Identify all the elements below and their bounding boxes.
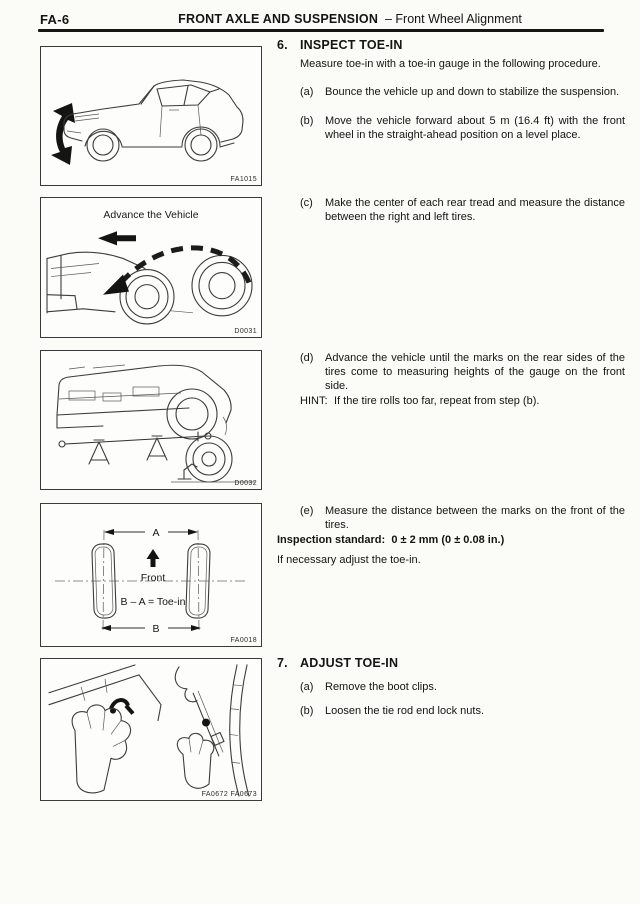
advance-arrow-icon [98, 231, 136, 245]
step-text: Bounce the vehicle up and down to stabilize the suspension. [325, 86, 620, 98]
step-7a [300, 680, 625, 694]
section-6-heading [277, 38, 602, 52]
roll-path-arrow-icon [121, 248, 249, 283]
section-7-title: ADJUST TOE-IN [300, 656, 399, 670]
step-6a [300, 85, 625, 99]
step-text: Loosen the tie rod end lock nuts. [325, 705, 484, 717]
step-text: Make the center of each rear tread and measure the distance between the right and left tires. [325, 197, 625, 223]
step-text: Advance the vehicle until the marks on the rear sides of the tires come to measuring heights of the gauge on the front side. [325, 352, 625, 392]
step-id: (a) [300, 86, 314, 98]
section-6-number: 6. [277, 38, 288, 52]
figure-label: D0031 [234, 328, 257, 335]
figure-caption: Advance the Vehicle [103, 209, 199, 221]
header-rule [38, 29, 604, 32]
figure-advance-vehicle [40, 197, 262, 338]
step-text: Move the vehicle forward about 5 m (16.4 ft) with the front wheel in the straight-ahead position on a level place. [325, 115, 625, 141]
toe-in-formula: B – A = Toe-in [120, 596, 186, 608]
figure-bounce-vehicle [40, 46, 262, 186]
step-text: Measure the distance between the marks on the front of the tires. [325, 505, 625, 531]
hint-row [300, 394, 625, 408]
front-arrow-icon [147, 549, 160, 567]
figure-measure-gauge [40, 350, 262, 490]
figure-label: FA1015 [230, 176, 257, 183]
section-6-intro: Measure toe-in with a toe-in gauge in the following procedure. [300, 58, 601, 70]
step-6c [300, 196, 625, 224]
toe-in-diagram [41, 504, 261, 646]
toe-gauge-illustration [41, 351, 261, 489]
inspection-standard [277, 533, 602, 547]
front-label: Front [140, 572, 166, 584]
dimension-a-label: A [152, 527, 160, 539]
hint-text: If the tire rolls too far, repeat from step (b). [334, 395, 540, 407]
step-6b [300, 114, 625, 142]
hint-label: HINT: [300, 395, 328, 407]
step-id: (b) [300, 705, 314, 717]
step-7b [300, 704, 625, 718]
step-id: (a) [300, 681, 314, 693]
inspection-standard-value: 0 ± 2 mm (0 ± 0.08 in.) [391, 534, 505, 546]
figure-adjust-hands [40, 658, 262, 801]
page-title-section: FRONT AXLE AND SUSPENSION [178, 12, 379, 26]
figure-label: FA0672 FA0673 [201, 791, 257, 798]
bounce-arrow-icon [51, 103, 75, 165]
car-side-illustration [41, 47, 261, 185]
adjust-toe-in-illustration [41, 659, 261, 800]
inspection-standard-label: Inspection standard: [277, 534, 386, 546]
figure-label: D0032 [234, 480, 257, 487]
step-6d [300, 351, 625, 393]
section-7-heading [277, 656, 602, 670]
step-id: (c) [300, 197, 313, 209]
closing-note: If necessary adjust the toe-in. [277, 554, 421, 566]
figure-toe-in-diagram [40, 503, 262, 647]
section-7-number: 7. [277, 656, 288, 670]
page-title [100, 12, 600, 26]
step-id: (d) [300, 352, 314, 364]
step-6e [300, 504, 625, 532]
step-text: Remove the boot clips. [325, 681, 437, 693]
page-title-subsection: – Front Wheel Alignment [385, 12, 522, 26]
section-6-title: INSPECT TOE-IN [300, 38, 403, 52]
step-id: (b) [300, 115, 314, 127]
step-id: (e) [300, 505, 314, 517]
page-number: FA-6 [40, 12, 70, 27]
figure-label: FA0018 [230, 637, 257, 644]
dimension-b-label: B [152, 623, 160, 635]
